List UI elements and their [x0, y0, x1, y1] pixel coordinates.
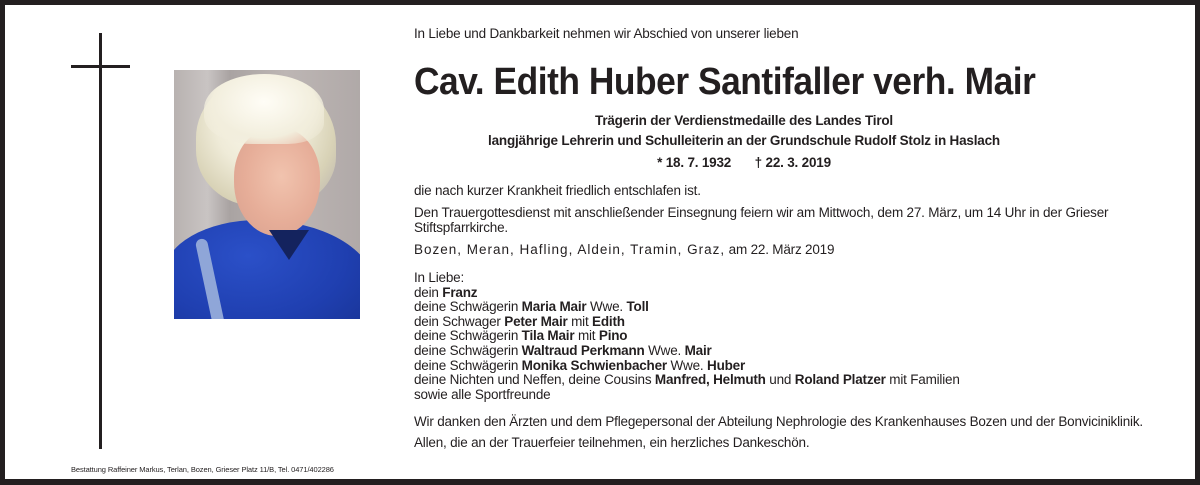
list-item: deine Schwägerin Maria Mair Wwe. Toll	[414, 299, 649, 315]
places: Bozen, Meran, Hafling, Aldein, Tramin, Graz,	[414, 242, 726, 257]
thanks-text: Wir danken den Ärzten und dem Pflegepersonal der Abteilung Nephrologie des Krankenhauses Bozen und der Bonviciniklinik.	[414, 414, 1143, 430]
family-heading: In Liebe:	[414, 270, 464, 285]
photo-hair-top	[204, 74, 324, 144]
portrait-photo	[174, 70, 360, 319]
honor-line: langjährige Lehrerin und Schulleiterin an der Grundschule Rudolf Stolz in Haslach	[488, 133, 1000, 148]
list-item: dein Franz	[414, 284, 478, 300]
honor-line: Trägerin der Verdienstmedaille des Landes Tirol	[595, 113, 893, 128]
intro-line: In Liebe und Dankbarkeit nehmen wir Abschied von unserer lieben	[414, 26, 799, 41]
list-item: dein Schwager Peter Mair mit Edith	[414, 313, 625, 329]
list-item: deine Nichten und Neffen, deine Cousins Manfred, Helmuth und Roland Platzer mit Familien	[414, 372, 960, 388]
funeral-home-credit: Bestattung Raffeiner Markus, Terlan, Bozen, Grieser Platz 11/B, Tel. 0471/402286	[71, 465, 334, 474]
photo-face	[234, 128, 320, 236]
birth-date: * 18. 7. 1932	[657, 155, 732, 170]
list-item: deine Schwägerin Tila Mair mit Pino	[414, 328, 628, 344]
service-text: Den Trauergottesdienst mit anschließender Einsegnung feiern wir am Mittwoch, dem 27. März, um 14 Uhr in der Grieser Stiftspfarrkirche.	[414, 205, 1109, 235]
body-text	[414, 183, 1184, 450]
list-item: deine Schwägerin Monika Schwienbacher Wwe. Huber	[414, 357, 746, 373]
passing-text: die nach kurzer Krankheit friedlich entschlafen ist.	[414, 183, 701, 198]
life-dates	[414, 153, 1074, 173]
cross-icon-vertical	[99, 33, 102, 449]
final-thanks: Allen, die an der Trauerfeier teilnehmen, ein herzliches Dankeschön.	[414, 435, 810, 451]
place-date: am 22. März 2019	[725, 242, 835, 257]
place-date-line	[414, 242, 1184, 258]
death-date: † 22. 3. 2019	[754, 155, 831, 170]
honors-block	[414, 111, 1074, 173]
family-list	[414, 271, 1184, 402]
obituary-notice	[5, 5, 1195, 479]
list-item: sowie alle Sportfreunde	[414, 386, 551, 402]
cross-icon-horizontal	[71, 65, 130, 68]
list-item: deine Schwägerin Waltraud Perkmann Wwe. Mair	[414, 342, 712, 358]
deceased-name: Cav. Edith Huber Santifaller verh. Mair	[414, 61, 1036, 103]
